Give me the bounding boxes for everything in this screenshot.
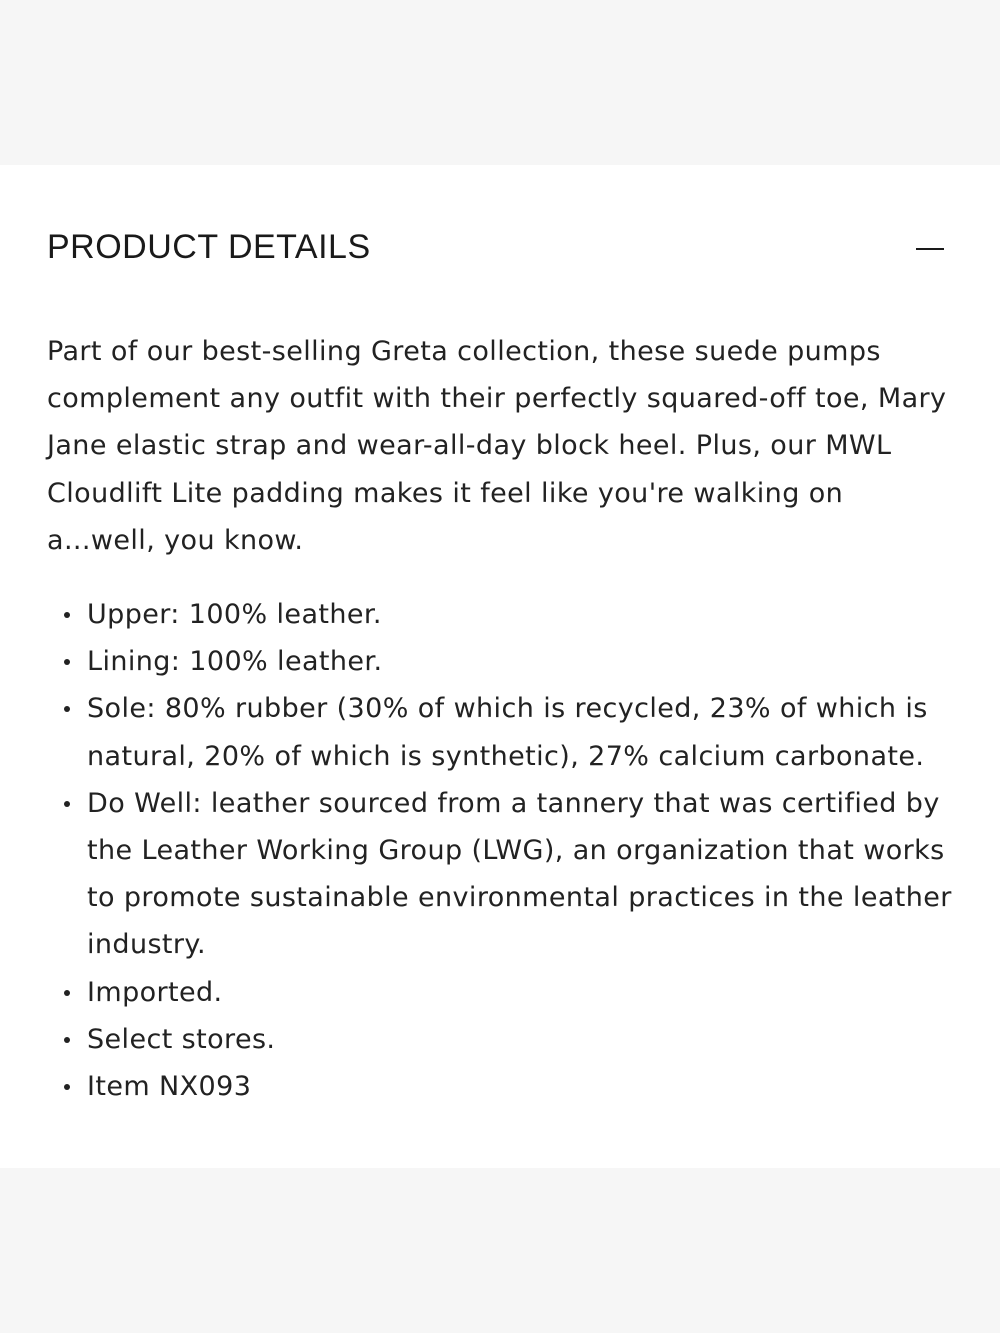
list-item — [47, 638, 952, 685]
section-title: PRODUCT DETAILS — [47, 228, 371, 266]
list-item — [47, 685, 952, 779]
list-item — [47, 780, 952, 969]
list-item — [47, 591, 952, 638]
bullet-icon — [64, 801, 70, 807]
page-background-bottom — [0, 1168, 1000, 1333]
product-details-panel — [0, 165, 1000, 1168]
page-background-top — [0, 0, 1000, 165]
list-item-text: Select stores. — [87, 1023, 276, 1055]
minus-icon — [916, 248, 944, 250]
list-item — [47, 969, 952, 1016]
list-item-text: Lining: 100% leather. — [87, 646, 383, 678]
list-item-text: Do Well: leather sourced from a tannery that was certified by the Leather Working Group (LWG), an organization that works to promote sustainable environmental practices in the leather industry. — [87, 787, 952, 961]
collapse-toggle-button[interactable] — [913, 223, 947, 271]
product-details-accordion-header[interactable] — [47, 223, 947, 271]
bullet-icon — [64, 1037, 70, 1043]
list-item-text: Imported. — [87, 976, 223, 1008]
list-item — [47, 1063, 952, 1110]
bullet-icon — [64, 659, 70, 665]
list-item — [47, 1016, 952, 1063]
list-item-text: Upper: 100% leather. — [87, 599, 382, 630]
list-item-text: Item NX093 — [87, 1071, 252, 1103]
product-details-list — [47, 591, 952, 1110]
bullet-icon — [64, 706, 70, 712]
bullet-icon — [64, 990, 70, 996]
product-description: Part of our best-selling Greta collection, these suede pumps complement any outfit with their perfectly squared-off toe, Mary Jane elastic strap and wear-all-day block heel. Plus, our MWL Cloudlift Lite padding makes it feel like you're walking on a...well, you know. — [47, 336, 947, 556]
list-item-text: Sole: 80% rubber (30% of which is recycled, 23% of which is natural, 20% of which is synthetic), 27% calcium carbonate. — [87, 693, 928, 772]
bullet-icon — [64, 612, 70, 618]
bullet-icon — [64, 1084, 70, 1090]
